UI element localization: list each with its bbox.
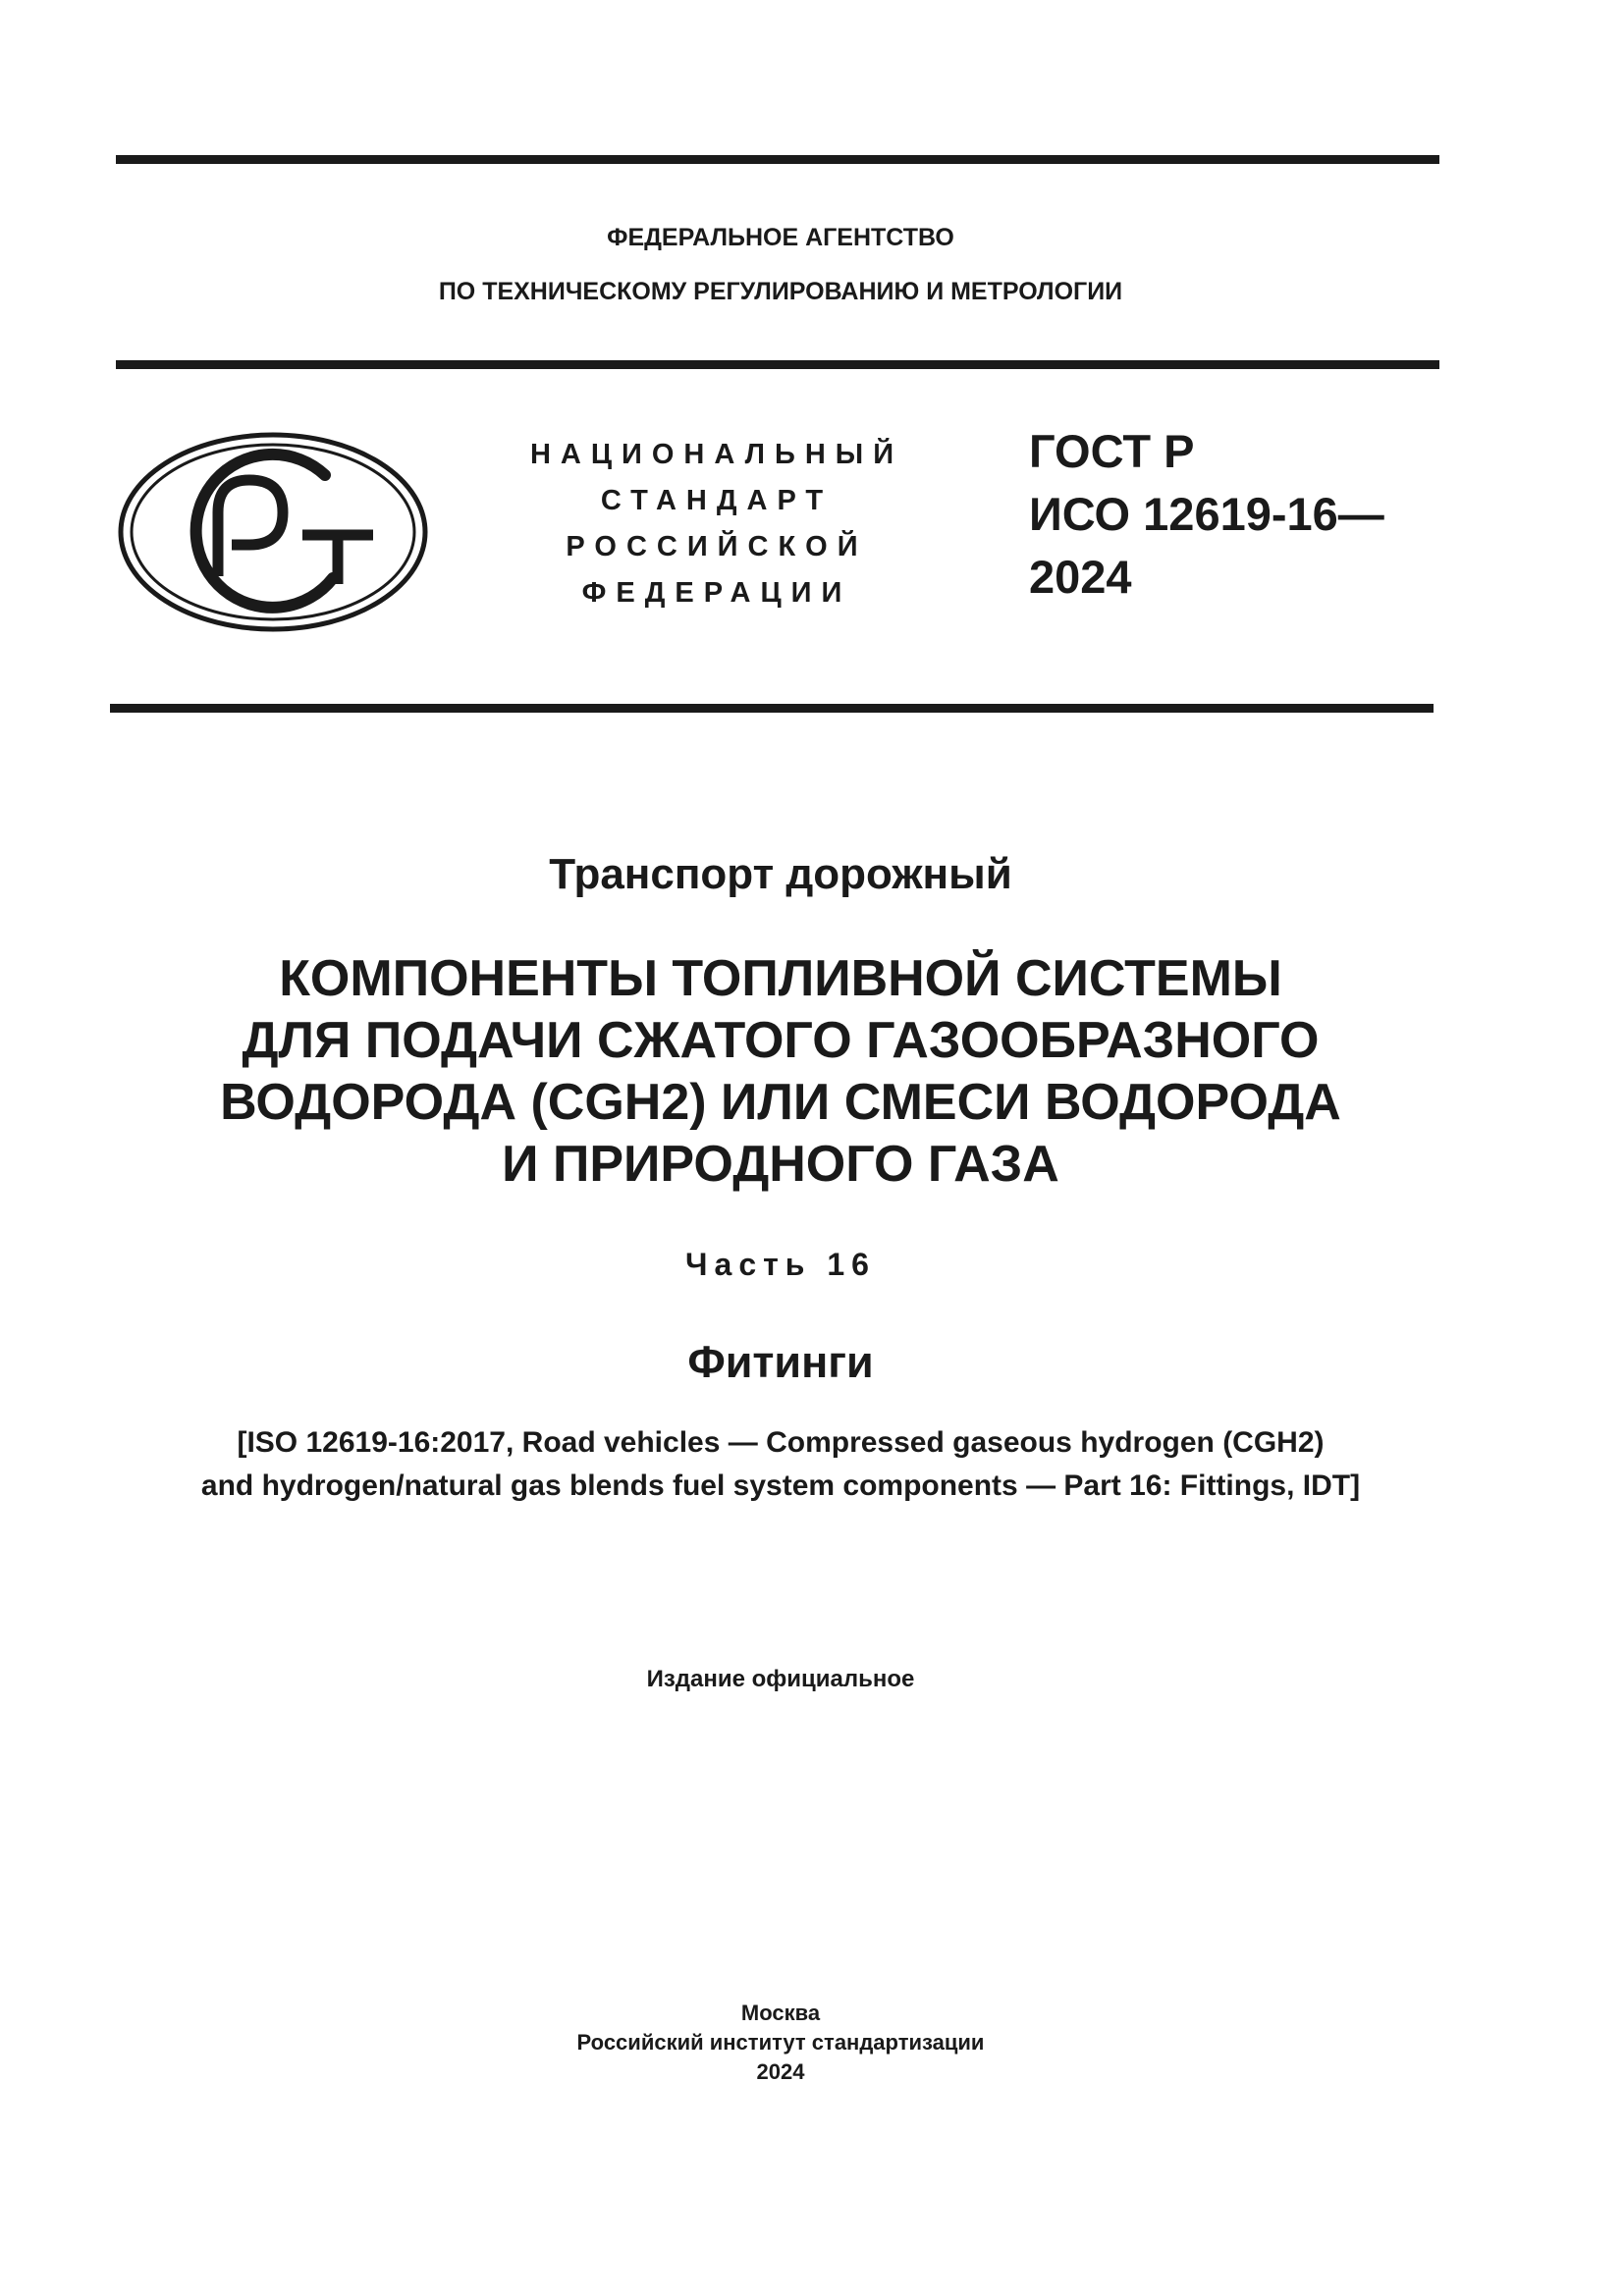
iso-reference-line-2: and hydrogen/natural gas blends fuel system components — Part 16: Fittings, IDT] bbox=[200, 1469, 1361, 1502]
header-bottom-rule bbox=[110, 704, 1434, 713]
rst-certification-mark-icon bbox=[116, 429, 430, 635]
main-title-line: КОМПОНЕНТЫ ТОПЛИВНОЙ СИСТЕМЫ bbox=[279, 950, 1282, 1007]
national-standard-label bbox=[481, 432, 952, 616]
main-title-line: И ПРИРОДНОГО ГАЗА bbox=[502, 1136, 1059, 1193]
main-title-line: ВОДОРОДА (CGH2) ИЛИ СМЕСИ ВОДОРОДА bbox=[220, 1074, 1341, 1131]
part-number: Часть 16 bbox=[685, 1247, 876, 1282]
footer-year: 2024 bbox=[756, 2059, 805, 2084]
top-rule bbox=[116, 155, 1439, 164]
agency-line-2: ПО ТЕХНИЧЕСКОМУ РЕГУЛИРОВАНИЮ И МЕТРОЛОГИИ bbox=[438, 278, 1123, 305]
agency-divider-rule bbox=[116, 360, 1439, 369]
agency-line-1: ФЕДЕРАЛЬНОЕ АГЕНТСТВО bbox=[607, 224, 954, 251]
standard-designation bbox=[1029, 420, 1384, 609]
footer-city: Москва bbox=[740, 2001, 821, 2025]
national-standard-line: СТАНДАРТ bbox=[600, 485, 834, 516]
national-standard-line: НАЦИОНАЛЬНЫЙ bbox=[529, 439, 904, 470]
document-subject: Транспорт дорожный bbox=[549, 850, 1012, 898]
national-standard-line: РОССИЙСКОЙ bbox=[566, 531, 868, 562]
national-standard-line: ФЕДЕРАЦИИ bbox=[581, 577, 852, 609]
official-edition-label: Издание официальное bbox=[646, 1666, 915, 1692]
designation-line-1: ГОСТ Р bbox=[1029, 425, 1195, 477]
iso-reference bbox=[0, 1421, 1561, 1508]
designation-line-2: ИСО 12619-16— bbox=[1029, 488, 1384, 540]
publication-footer bbox=[0, 1999, 1561, 2087]
footer-publisher: Российский институт стандартизации bbox=[576, 2030, 985, 2055]
main-title-line: ДЛЯ ПОДАЧИ СЖАТОГО ГАЗООБРАЗНОГО bbox=[242, 1012, 1320, 1069]
designation-line-3: 2024 bbox=[1029, 551, 1132, 603]
iso-reference-line-1: [ISO 12619-16:2017, Road vehicles — Compressed gaseous hydrogen (CGH2) bbox=[237, 1426, 1325, 1459]
part-title: Фитинги bbox=[687, 1337, 874, 1387]
document-main-title bbox=[0, 948, 1561, 1196]
